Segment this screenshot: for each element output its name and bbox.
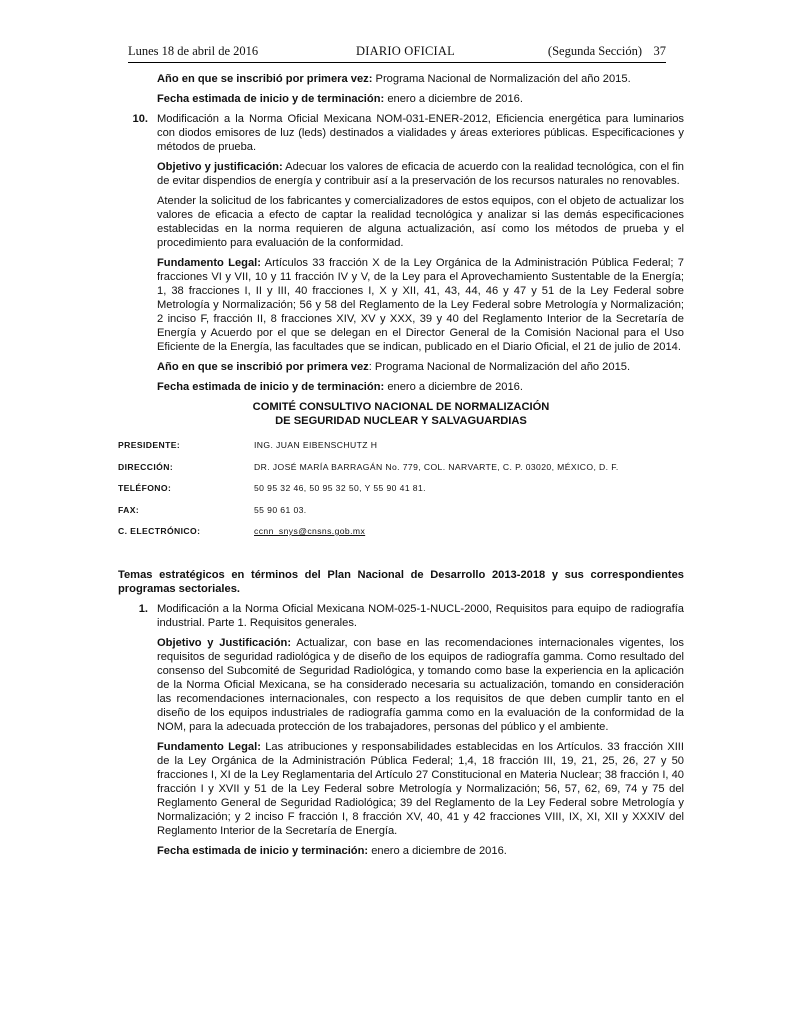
objective-extra-paragraph: Atender la solicitud de los fabricantes y comercializadores de estos equipos, con el objeto de actualizar los valores de eficacia a efecto de captar la realidad tecnológica y analizar si las demás especificaciones establecidas en la norma requieren de alguna actualización, así como los métodos de prueba y el procedimiento para evaluación de la conformidad.	[157, 195, 684, 249]
list-item-10: 10. Modificación a la Norma Oficial Mexicana NOM-031-ENER-2012, Eficiencia energética para luminarios con diodos emisores de luz (leds) destinados a vialidades y áreas exteriores públicas. Especificaciones y métodos de prueba.	[157, 112, 684, 154]
directory-row-email: C. ELECTRÓNICO: ccnn_snys@cnsns.gob.mx	[118, 526, 366, 536]
objective-paragraph: Objetivo y Justificación: Actualizar, con base en las recomendaciones internacionales vigentes, los requisitos de seguridad radiológica y de diseño de los equipos de radiografía gamma. Como resultado del consenso del Subcomité de Seguridad Radiológica, y tomando como base la experiencia en la aplicación de la Norma Oficial Mexicana, se ha considerado necesaria su actualización, tomando en consideración las recomendaciones internacionales, con respecto a los requisitos de que deben cumplir tanto en el diseño de los equipos industriales de radiografía gamma como en la evaluación de la conformidad de la NOM, para la adecuada protección de los trabajadores, personas del público y el ambiente.	[157, 636, 684, 733]
header-title: DIARIO OFICIAL	[356, 44, 455, 58]
item-number: 1.	[138, 602, 148, 615]
header-page-number: 37	[653, 44, 666, 58]
directory-row-president: PRESIDENTE: ING. JUAN EIBENSCHUTZ H	[118, 440, 378, 450]
committee-directory	[118, 438, 684, 546]
directory-row-address: DIRECCIÓN: DR. JOSÉ MARÍA BARRAGÁN No. 779, COL. NARVARTE, C. P. 03020, MÉXICO, D. F.	[118, 461, 619, 472]
strategic-topics-heading: Temas estratégicos en términos del Plan Nacional de Desarrollo 2013-2018 y sus correspondientes programas sectoriales.	[118, 568, 684, 595]
email-link[interactable]: ccnn_snys@cnsns.gob.mx	[254, 526, 366, 536]
legal-basis-paragraph: Fundamento Legal: Las atribuciones y responsabilidades establecidas en los Artículos. 33 fracción XIII de la Ley Orgánica de la Administración Pública Federal; 1,4, 18 fracción III, 19, 21, 25, 26, 27 y 50 fracciones I, XI de la Ley Reglamentaria del Artículo 27 Constitucional en Materia Nuclear; 38 fracción I, 40 fracción I y XVII y 51 de la Ley Federal sobre Metrología y Normalización; 56, 57, 62, 69, 74 y 75 del Reglamento General de Seguridad Radiológica; 39 del Reglamento de la Ley Federal sobre Metrología y Normalización; y 2 inciso F fracción I, 8 fracción XV, 40, 41 y 42 fracciones VIII, IX, XI, XII y XXXIV del Reglamento Interior de la Secretaría de Energía.	[157, 740, 684, 837]
document-body	[118, 72, 684, 858]
registration-year: Año en que se inscribió por primera vez: Programa Nacional de Normalización del año 2015.	[157, 361, 631, 373]
header-date: Lunes 18 de abril de 2016	[128, 44, 259, 58]
header-section: (Segunda Sección)	[547, 44, 642, 58]
estimated-dates: Fecha estimada de inicio y de terminación: enero a diciembre de 2016.	[157, 93, 523, 105]
registration-year: Año en que se inscribió por primera vez: Programa Nacional de Normalización del año 2015.	[157, 73, 631, 85]
page-header	[128, 44, 666, 63]
committee-title: COMITÉ CONSULTIVO NACIONAL DE NORMALIZACIÓN DE SEGURIDAD NUCLEAR Y SALVAGUARDIAS	[252, 401, 550, 427]
legal-basis-paragraph: Fundamento Legal: Artículos 33 fracción X de la Ley Orgánica de la Administración Pública Federal; 7 fracciones VI y VII, 10 y 11 fracción IV y V, de la Ley para el Aprovechamiento Sustentable de la Energía; 1, 38 fracciones I, II y III, 40 fracciones I, X y XII, 41, 43, 44, 46 y 47 y 51 de la Ley Federal sobre Metrología y Normalización; 56 y 58 del Reglamento de la Ley Federal sobre Metrología y Normalización; 2 inciso F, fracción II, 8 fracciones XIV, XV y XXX, 39 y 40 del Reglamento Interior de la Secretaría de Energía y Acuerdo por el que se delegan en el Director General de la Comisión Nacional para el Uso Eficiente de la Energía, las facultades que se indican, publicado en el Diario Oficial, el 21 de julio de 2014.	[157, 257, 684, 353]
objective-paragraph: Objetivo y justificación: Adecuar los valores de eficacia de acuerdo con la realidad tecnológica, con el fin de evitar dispendios de energía y contribuir así a la preservación de los recursos naturales no renovables.	[157, 161, 684, 187]
directory-row-phone: TELÉFONO: 50 95 32 46, 50 95 32 50, Y 55 90 41 81.	[118, 483, 426, 493]
estimated-dates: Fecha estimada de inicio y terminación: enero a diciembre de 2016.	[157, 844, 507, 857]
estimated-dates: Fecha estimada de inicio y de terminación: enero a diciembre de 2016.	[157, 381, 523, 393]
list-item-1: 1. Modificación a la Norma Oficial Mexicana NOM-025-1-NUCL-2000, Requisitos para equipo de radiografía industrial. Parte 1. Requisitos generales.	[157, 602, 684, 630]
directory-row-fax: FAX: 55 90 61 03.	[118, 504, 307, 515]
item-number: 10.	[132, 113, 148, 125]
